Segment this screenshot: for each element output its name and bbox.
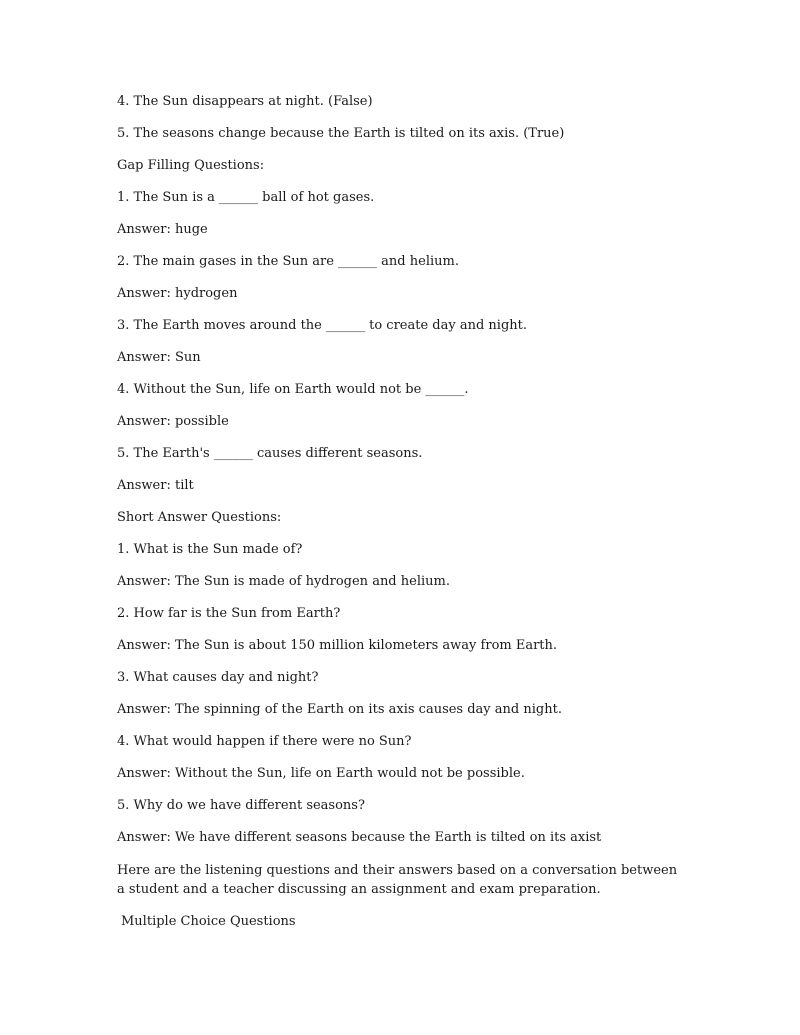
gap-answer-1: Answer: huge bbox=[117, 222, 208, 237]
gap-answer-4: Answer: possible bbox=[117, 414, 229, 429]
short-answer-3: Answer: The spinning of the Earth on its axis causes day and night. bbox=[117, 702, 562, 717]
short-answer-heading: Short Answer Questions: bbox=[117, 510, 282, 525]
gap-filling-heading: Gap Filling Questions: bbox=[117, 158, 265, 173]
gap-question-5: 5. The Earth's ______ causes different seasons. bbox=[117, 446, 423, 461]
gap-question-2: 2. The main gases in the Sun are ______ and helium. bbox=[117, 254, 459, 269]
short-question-2: 2. How far is the Sun from Earth? bbox=[117, 606, 341, 621]
short-answer-4: Answer: Without the Sun, life on Earth would not be possible. bbox=[117, 766, 525, 781]
true-false-question-5: 5. The seasons change because the Earth is tilted on its axis. (True) bbox=[117, 126, 565, 141]
gap-question-4: 4. Without the Sun, life on Earth would not be ______. bbox=[117, 382, 469, 397]
short-answer-5: Answer: We have different seasons because the Earth is tilted on its axist bbox=[117, 830, 602, 845]
true-false-question-4: 4. The Sun disappears at night. (False) bbox=[117, 94, 373, 109]
listening-intro-paragraph: Here are the listening questions and their answers based on a conversation between a student and a teacher discussing an assignment and exam preparation. bbox=[117, 863, 678, 897]
gap-question-3: 3. The Earth moves around the ______ to create day and night. bbox=[117, 318, 528, 333]
short-question-1: 1. What is the Sun made of? bbox=[117, 542, 303, 557]
short-question-4: 4. What would happen if there were no Sun? bbox=[117, 734, 412, 749]
short-question-5: 5. Why do we have different seasons? bbox=[117, 798, 365, 813]
gap-question-1: 1. The Sun is a ______ ball of hot gases. bbox=[117, 190, 375, 205]
short-answer-1: Answer: The Sun is made of hydrogen and helium. bbox=[117, 574, 450, 589]
multiple-choice-heading: Multiple Choice Questions bbox=[121, 914, 296, 929]
short-answer-2: Answer: The Sun is about 150 million kilometers away from Earth. bbox=[117, 638, 558, 653]
gap-answer-3: Answer: Sun bbox=[117, 350, 201, 365]
gap-answer-2: Answer: hydrogen bbox=[117, 286, 238, 301]
short-question-3: 3. What causes day and night? bbox=[117, 670, 319, 685]
gap-answer-5: Answer: tilt bbox=[117, 478, 194, 493]
